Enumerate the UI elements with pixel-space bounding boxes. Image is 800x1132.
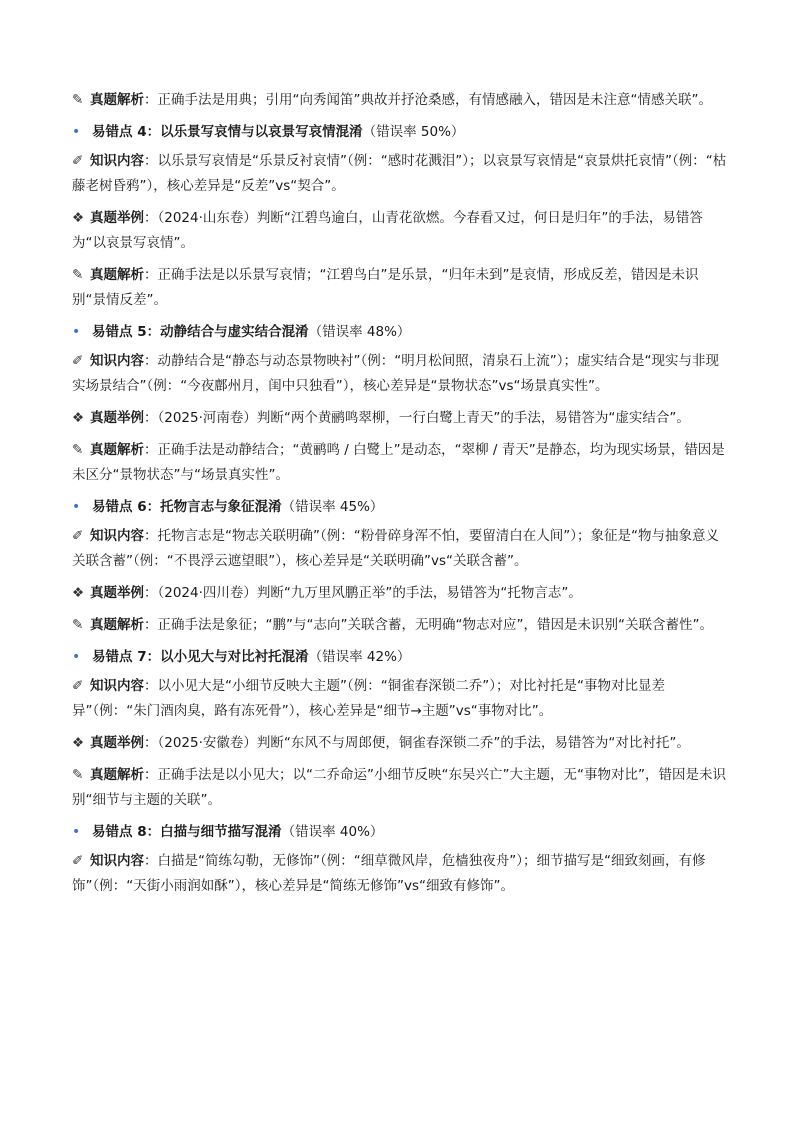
analysis-paragraph [72,263,730,313]
example-label: 真题举例 [90,585,144,601]
error-rate: （错误率 48%） [308,324,411,340]
analysis-text: ：正确手法是动静结合；“黄鹂鸣 / 白鹭上”是动态，“翠柳 / 青天”是静态，均为现实场景，错因是未区分“景物状态”与“场景真实性”。 [72,442,725,483]
diamond-icon: ❖ [72,410,85,426]
document-body [72,88,730,906]
diamond-icon: ❖ [72,585,85,601]
error-rate: （错误率 40%） [281,824,384,840]
knowledge-label: 知识内容 [90,353,144,369]
knowledge-paragraph [72,524,730,574]
example-label: 真题举例 [90,210,144,226]
heading-title: 易错点 4：以乐景写哀情与以哀景写哀情混淆 [92,124,363,140]
pen-icon: ✐ [72,678,84,694]
knowledge-paragraph [72,149,730,199]
knowledge-text: ：动静结合是“静态与动态景物映衬”（例：“明月松间照，清泉石上流”）；虚实结合是“现实与非现实场景结合”（例：“今夜鄜州月，闺中只独看”），核心差异是“景物状态”vs“场景真实性”。 [72,353,719,394]
pen-icon: ✐ [72,528,84,544]
error-point-heading [72,120,730,145]
bullet-icon: • [72,124,81,140]
example-text: ：（2024·四川卷）判断“九万里风鹏正举”的手法，易错答为“托物言志”。 [144,585,582,601]
error-point-heading [72,820,730,845]
bullet-icon: • [72,324,81,340]
example-paragraph [72,206,730,256]
knowledge-text: ：以小见大是“小细节反映大主题”（例：“铜雀春深锁二乔”）；对比衬托是“事物对比显差异”（例：“朱门酒肉臭，路有冻死骨”），核心差异是“细节→主题”vs“事物对比”。 [72,678,665,719]
error-point-heading [72,495,730,520]
error-rate: （错误率 42%） [308,649,411,665]
example-paragraph [72,406,730,431]
heading-title: 易错点 8：白描与细节描写混淆 [92,824,282,840]
knowledge-label: 知识内容 [90,678,144,694]
example-label: 真题举例 [90,735,144,751]
heading-title: 易错点 5：动静结合与虚实结合混淆 [92,324,309,340]
error-rate: （错误率 50%） [362,124,465,140]
pencil-icon: ✎ [72,92,84,108]
analysis-text: ：正确手法是以乐景写哀情；“江碧鸟白”是乐景，“归年未到”是哀情，形成反差，错因是未识别“景情反差”。 [72,267,699,308]
knowledge-label: 知识内容 [90,153,144,169]
example-paragraph [72,731,730,756]
example-text: ：（2025·安徽卷）判断“东风不与周郎便，铜雀春深锁二乔”的手法，易错答为“对比衬托”。 [144,735,690,751]
knowledge-label: 知识内容 [90,853,144,869]
pen-icon: ✐ [72,153,84,169]
knowledge-paragraph [72,349,730,399]
error-point-heading [72,645,730,670]
pen-icon: ✐ [72,853,84,869]
knowledge-paragraph [72,674,730,724]
example-text: ：（2025·河南卷）判断“两个黄鹂鸣翠柳，一行白鹭上青天”的手法，易错答为“虚实结合”。 [144,410,690,426]
analysis-label: 真题解析 [90,267,144,283]
analysis-label: 真题解析 [90,617,144,633]
bullet-icon: • [72,649,81,665]
analysis-text: ：正确手法是以小见大；以“二乔命运”小细节反映“东吴兴亡”大主题，无“事物对比”，错因是未识别“细节与主题的关联”。 [72,767,726,808]
knowledge-text: ：以乐景写哀情是“乐景反衬哀情”（例：“感时花溅泪”）；以哀景写哀情是“哀景烘托哀情”（例：“枯藤老树昏鸦”），核心差异是“反差”vs“契合”。 [72,153,727,194]
pencil-icon: ✎ [72,442,84,458]
example-paragraph [72,581,730,606]
pencil-icon: ✎ [72,267,84,283]
example-label: 真题举例 [90,410,144,426]
knowledge-label: 知识内容 [90,528,144,544]
example-text: ：（2024·山东卷）判断“江碧鸟逾白，山青花欲燃。今春看又过，何日是归年”的手法，易错答为“以哀景写哀情”。 [72,210,703,251]
analysis-paragraph [72,88,730,113]
pencil-icon: ✎ [72,767,84,783]
analysis-label: 真题解析 [90,92,144,108]
analysis-paragraph [72,438,730,488]
analysis-label: 真题解析 [90,767,144,783]
diamond-icon: ❖ [72,735,85,751]
pen-icon: ✐ [72,353,84,369]
bullet-icon: • [72,824,81,840]
error-point-heading [72,320,730,345]
analysis-paragraph [72,613,730,638]
analysis-text: ：正确手法是象征；“鹏”与“志向”关联含蓄，无明确“物志对应”，错因是未识别“关联含蓄性”。 [144,617,713,633]
error-rate: （错误率 45%） [281,499,384,515]
knowledge-paragraph [72,849,730,899]
heading-title: 易错点 7：以小见大与对比衬托混淆 [92,649,309,665]
pencil-icon: ✎ [72,617,84,633]
analysis-paragraph [72,763,730,813]
analysis-text: ：正确手法是用典；引用“向秀闻笛”典故并抒沧桑感，有情感融入，错因是未注意“情感关联”。 [144,92,712,108]
knowledge-text: ：托物言志是“物志关联明确”（例：“粉骨碎身浑不怕，要留清白在人间”）；象征是“物与抽象意义关联含蓄”（例：“不畏浮云遮望眼”），核心差异是“关联明确”vs“关联含蓄”。 [72,528,719,569]
knowledge-text: ：白描是“简练勾勒，无修饰”（例：“细草微风岸，危樯独夜舟”）；细节描写是“细致刻画，有修饰”（例：“天街小雨润如酥”），核心差异是“简练无修饰”vs“细致有修饰”。 [72,853,706,894]
diamond-icon: ❖ [72,210,85,226]
heading-title: 易错点 6：托物言志与象征混淆 [92,499,282,515]
analysis-label: 真题解析 [90,442,144,458]
bullet-icon: • [72,499,81,515]
